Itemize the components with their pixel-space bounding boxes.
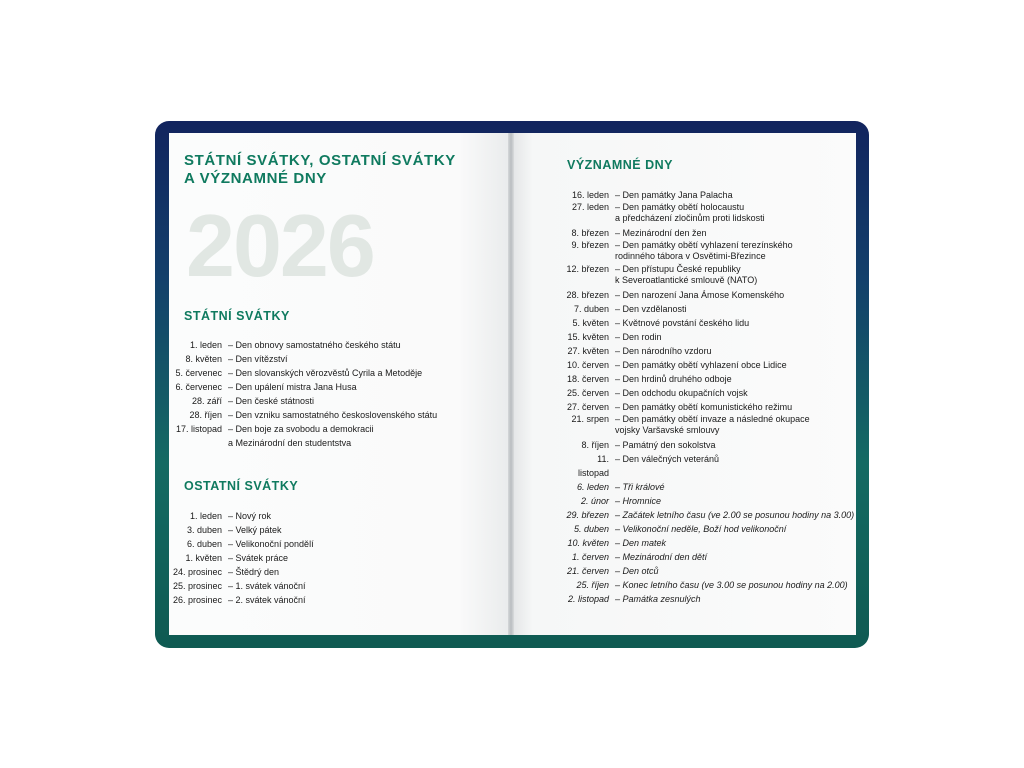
list-item: 25. prosinec – 1. svátek vánoční	[172, 581, 306, 591]
list-item: 2. únor – Hromnice	[580, 496, 662, 506]
list-item: 28. září – Den české státnosti	[191, 396, 315, 406]
list-item: 2. listopad – Památka zesnulých	[567, 594, 701, 604]
list-item: 7. duben – Den vzdělanosti	[573, 304, 687, 314]
list-item: 21. červen – Den otců	[566, 566, 659, 576]
list-item: 21. srpen – Den památky obětí invaze a následné okupace vojsky Varšavské smlouvy	[571, 414, 810, 435]
list-item: 26. prosinec – 2. svátek vánoční	[172, 595, 306, 605]
list-item: 27. květen – Den národního vzdoru	[567, 346, 712, 356]
ostatni-vyznamne-dny-list	[566, 480, 854, 606]
list-item: 10. květen – Den matek	[567, 538, 667, 548]
list-item: 15. květen – Den rodin	[567, 332, 662, 342]
page-title: STÁTNÍ SVÁTKY, OSTATNÍ SVÁTKY A VÝZNAMNÉ DNY	[184, 152, 456, 187]
list-item: 8. říjen – Památný den sokolstva	[581, 440, 716, 450]
list-item: 16. leden – Den památky Jana Palacha	[571, 190, 733, 200]
section-heading-ostatni-svatky: OSTATNÍ SVÁTKY	[184, 479, 299, 493]
list-item: 8. květen – Den vítězství	[185, 354, 288, 364]
list-item: 8. březen – Mezinárodní den žen	[571, 228, 707, 238]
list-item: 6. duben – Velikonoční pondělí	[186, 539, 314, 549]
list-item: 6. leden – Tři králové	[576, 482, 665, 492]
year-display: 2026	[186, 196, 374, 295]
list-item: 24. prosinec – Štědrý den	[172, 567, 280, 577]
list-item: 29. březen – Začátek letního času (ve 2.00 se posunou hodiny na 3.00)	[566, 510, 855, 520]
list-item: 27. červen – Den památky obětí komunistického režimu	[566, 402, 793, 412]
list-item: 3. duben – Velký pátek	[186, 525, 282, 535]
list-item: 25. říjen – Konec letního času (ve 3.00 se posunou hodiny na 2.00)	[576, 580, 848, 590]
section-heading-vyznamne-dny: VÝZNAMNÉ DNY	[567, 158, 674, 172]
list-item: 1. květen – Svátek práce	[185, 553, 289, 563]
list-item: 5. květen – Květnové povstání českého lidu	[572, 318, 750, 328]
statni-svatky-list	[158, 338, 437, 450]
list-item: 5. duben – Velikonoční neděle, Boží hod velikonoční	[573, 524, 787, 534]
list-item: 5. červenec – Den slovanských věrozvěstů Cyrila a Metoděje	[175, 368, 423, 378]
list-item: 25. červen – Den odchodu okupačních vojsk	[566, 388, 748, 398]
list-item: 17. listopad – Den boje za svobodu a demokracii a Mezinárodní den studentstva	[175, 424, 374, 448]
vyznamne-dny-list	[566, 188, 810, 480]
book-spine	[508, 133, 514, 635]
list-item: 28. říjen – Den vzniku samostatného československého státu	[189, 410, 438, 420]
list-item: 9. březen – Den památky obětí vyhlazení terezínského rodinného tábora v Osvětimi-Březince	[571, 240, 793, 261]
list-item: 6. červenec – Den upálení mistra Jana Husa	[175, 382, 357, 392]
section-heading-statni-svatky: STÁTNÍ SVÁTKY	[184, 309, 290, 323]
ostatni-svatky-list	[158, 509, 314, 607]
list-item: 18. červen – Den hrdinů druhého odboje	[566, 374, 732, 384]
list-item: 10. červen – Den památky obětí vyhlazení obce Lidice	[566, 360, 787, 370]
list-item: 28. březen – Den narození Jana Ámose Komenského	[566, 290, 785, 300]
list-item: 1. leden – Nový rok	[189, 511, 272, 521]
list-item: 27. leden – Den památky obětí holocaustu a předcházení zločinům proti lidskosti	[571, 202, 765, 223]
list-item: 11. listopad – Den válečných veteránů	[577, 454, 720, 478]
list-item: 1. červen – Mezinárodní den dětí	[571, 552, 708, 562]
list-item: 1. leden – Den obnovy samostatného českého státu	[189, 340, 401, 350]
list-item: 12. březen – Den přístupu České republiky k Severoatlantické smlouvě (NATO)	[566, 264, 758, 285]
